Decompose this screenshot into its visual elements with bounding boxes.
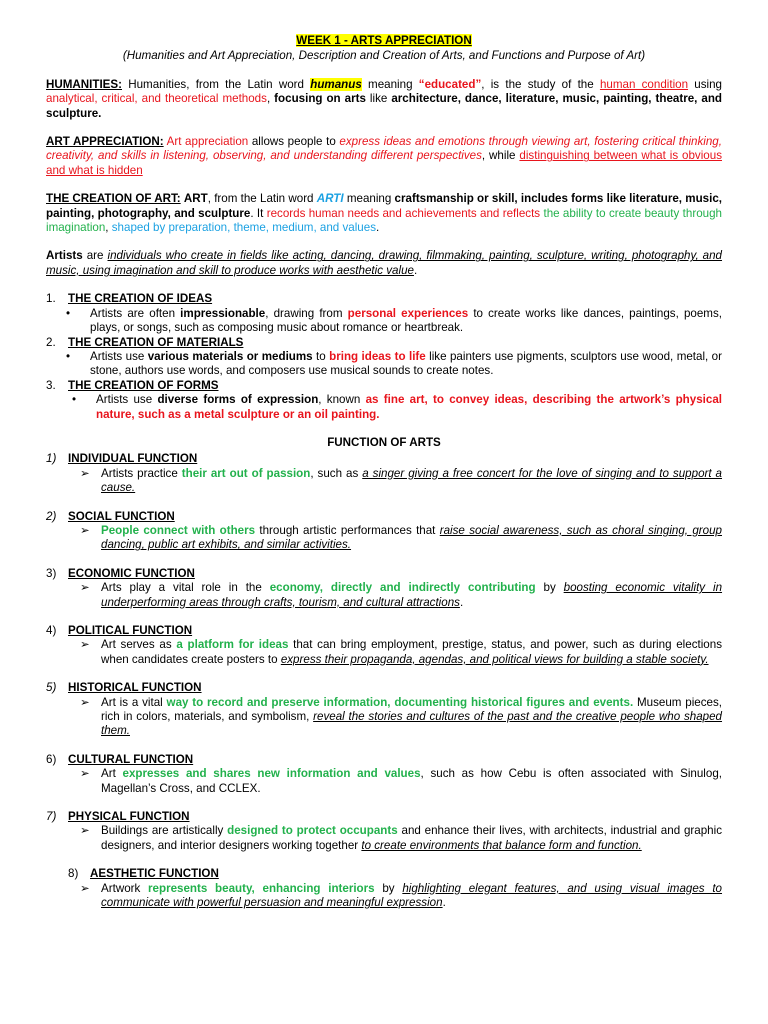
function-item: 7) PHYSICAL FUNCTION ➢ Buildings are artistically designed to protect occupants and enhance their lives, with architects, industrial and graphic designers, and interior designers working together to create environments that balance form and function. bbox=[46, 810, 722, 852]
functions-list bbox=[46, 452, 722, 910]
function-title: PHYSICAL FUNCTION bbox=[68, 810, 190, 824]
artists-paragraph: Artists are individuals who create in fields like acting, dancing, drawing, filmmaking, painting, sculpture, writing, photography, and music, using imagination and skill to produce works with aesthetic value. bbox=[46, 249, 723, 277]
arrow-bullet-icon: ➢ bbox=[80, 824, 90, 838]
page-subtitle: (Humanities and Art Appreciation, Description and Creation of Arts, and Functions and Purpose of Art) bbox=[122, 49, 646, 63]
page-title: WEEK 1 - ARTS APPRECIATION bbox=[296, 34, 472, 47]
functions-heading: FUNCTION OF ARTS bbox=[327, 435, 441, 449]
function-number: 5) bbox=[46, 681, 57, 695]
function-item: 1) INDIVIDUAL FUNCTION ➢ Artists practice their art out of passion, such as a singer giving a free concert for the love of singing and to support a cause. bbox=[46, 452, 723, 495]
arrow-bullet-icon: ➢ bbox=[80, 767, 90, 781]
function-number: 1) bbox=[46, 452, 57, 466]
function-item: 6) CULTURAL FUNCTION ➢ Art expresses and shares new information and values, such as how Cebu is often associated with Sinulog, Magellan’s Cross, and CCLEX. bbox=[46, 752, 722, 795]
bullet-icon: • bbox=[66, 306, 71, 320]
function-item: 4) POLITICAL FUNCTION ➢ Art serves as a platform for ideas that can bring employment, prestige, status, and power, such as during elections when candidates create posters to express their propaganda, agendas, and political views for building a stable society. bbox=[46, 624, 722, 666]
creation-of-art-paragraph: THE CREATION OF ART: ART, from the Latin word ARTI meaning craftsmanship or skill, includes forms like literature, music, painting, photography, and sculpture. It records human needs and achievements and reflects the ability to create beauty through imagination, shaped by preparation, theme, medium, and values. bbox=[46, 192, 722, 235]
arrow-bullet-icon: ➢ bbox=[80, 581, 90, 595]
arrow-bullet-icon: ➢ bbox=[80, 881, 90, 895]
creation-item: 3. THE CREATION OF FORMS • Artists use diverse forms of expression, known as fine art, to convey ideas, describing the artwork’s physical nature, such as a metal sculpture or an oil painting. bbox=[46, 378, 722, 421]
humanities-paragraph: HUMANITIES: Humanities, from the Latin word humanus meaning “educated”, is the study of the human condition using analytical, critical, and theoretical methods, focusing on arts like architecture, dance, literature, music, painting, theatre, and sculpture. bbox=[46, 77, 723, 120]
function-item: 8) AESTHETIC FUNCTION ➢ Artwork represents beauty, enhancing interiors by highlighting elegant features, and using visual images to communicate with powerful persuasion and meaningful expression. bbox=[68, 867, 723, 910]
creation-list bbox=[46, 292, 722, 422]
function-title: POLITICAL FUNCTION bbox=[68, 624, 193, 637]
arrow-bullet-icon: ➢ bbox=[80, 466, 90, 480]
bullet-icon: • bbox=[66, 349, 71, 363]
function-item: 2) SOCIAL FUNCTION ➢ People connect with others through artistic performances that raise social awareness, such as choral singing, group dancing, public art exhibits, and similar activities. bbox=[46, 509, 722, 552]
arrow-bullet-icon: ➢ bbox=[80, 695, 90, 709]
function-title: SOCIAL FUNCTION bbox=[68, 509, 175, 523]
art-appreciation-paragraph: ART APPRECIATION: Art appreciation allows people to express ideas and emotions through viewing art, fostering critical thinking, creativity, and skills in listening, observing, and understanding different perspectives, while distinguishing between what is obvious and what is hidden bbox=[46, 135, 722, 177]
function-title: AESTHETIC FUNCTION bbox=[90, 867, 219, 881]
function-title: HISTORICAL FUNCTION bbox=[68, 681, 202, 695]
function-number: 4) bbox=[46, 624, 57, 637]
arrow-bullet-icon: ➢ bbox=[80, 638, 90, 652]
arrow-bullet-icon: ➢ bbox=[80, 523, 90, 537]
function-number: 6) bbox=[46, 752, 57, 766]
function-title: INDIVIDUAL FUNCTION bbox=[68, 452, 198, 466]
bullet-icon: • bbox=[72, 393, 77, 407]
creation-item: 2. THE CREATION OF MATERIALS • Artists use various materials or mediums to bring ideas to life like painters use pigments, sculptors use wood, metal, or stone, authors use words, and composers use musical sounds to create notes. bbox=[46, 335, 722, 378]
function-item: 5) HISTORICAL FUNCTION ➢ Art is a vital way to record and preserve information, documenting historical figures and events. Museum pieces, rich in colors, materials, and symbolism, reveal the stories and cultures of the past and the creative people who shaped them. bbox=[46, 681, 723, 738]
function-number: 7) bbox=[46, 810, 57, 824]
function-title: ECONOMIC FUNCTION bbox=[68, 566, 195, 580]
function-title: CULTURAL FUNCTION bbox=[68, 752, 194, 766]
creation-item: 1. THE CREATION OF IDEAS • Artists are often impressionable, drawing from personal experiences to create works like dances, paintings, poems, plays, or songs, such as composing music about romance or heartbreak. bbox=[46, 292, 722, 335]
function-number: 8) bbox=[68, 867, 79, 881]
function-number: 3) bbox=[46, 566, 57, 580]
function-item: 3) ECONOMIC FUNCTION ➢ Arts play a vital role in the economy, directly and indirectly contributing by boosting economic vitality in underperforming areas through crafts, tourism, and cultural attractions. bbox=[46, 566, 723, 609]
function-number: 2) bbox=[46, 509, 57, 523]
